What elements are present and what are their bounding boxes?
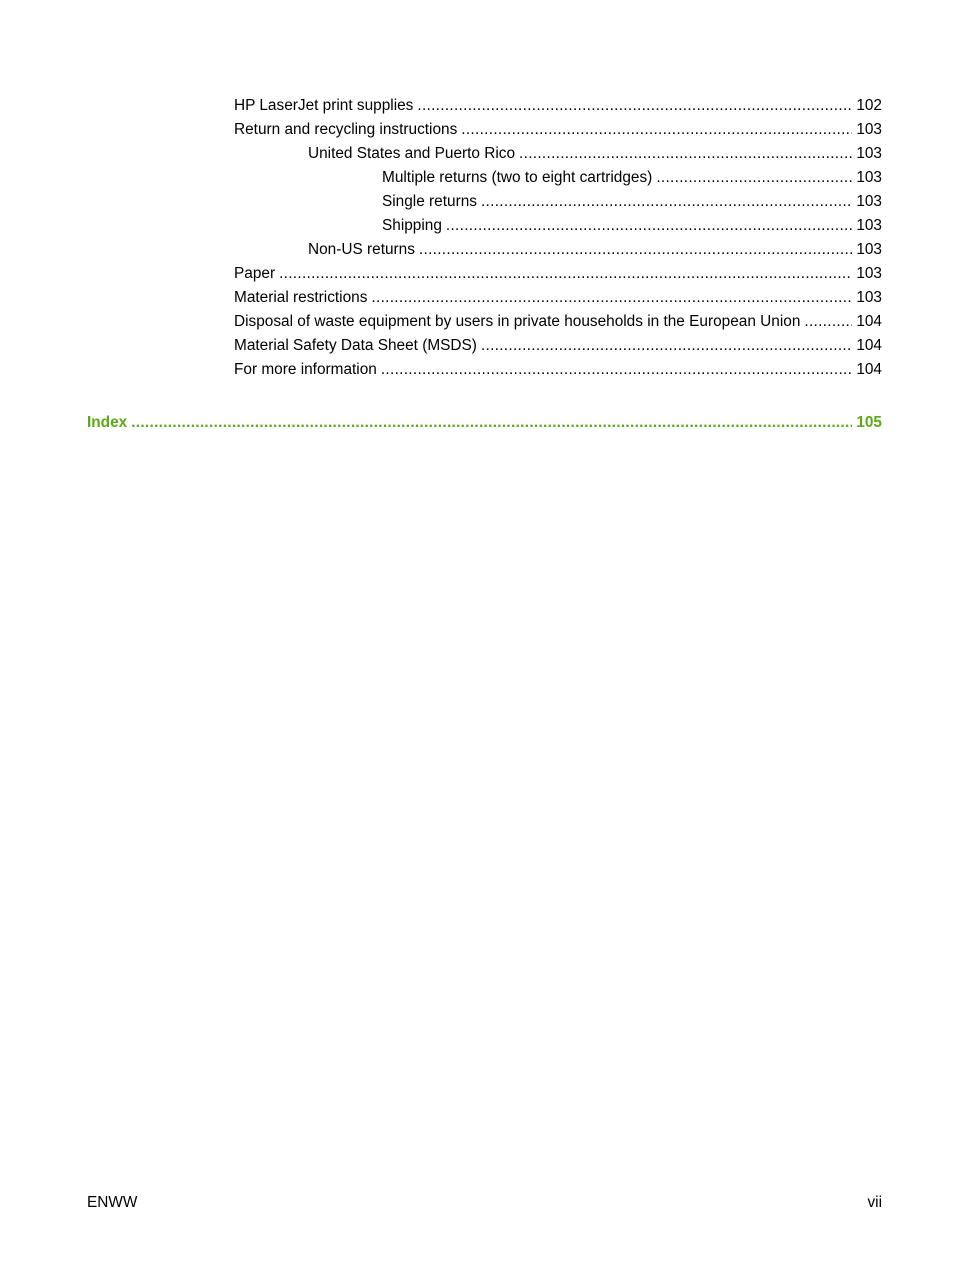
toc-entry-page: 103 [856,121,882,138]
dot-leader [131,412,852,434]
toc-entry-page: 103 [856,289,882,306]
toc-entry-multiple-returns[interactable] [382,167,882,189]
dot-leader [417,95,852,117]
dot-leader [461,119,852,141]
toc-entry-paper[interactable] [234,263,882,285]
toc-entry-label: Non-US returns [308,241,415,258]
dot-leader [371,287,852,309]
footer-left-label: ENWW [87,1194,138,1211]
toc-entry-page: 105 [856,414,882,431]
dot-leader [381,359,852,381]
toc-entry-label: Material restrictions [234,289,368,306]
toc-entry-page: 103 [856,193,882,210]
dot-leader [419,239,852,261]
toc-entry-page: 102 [856,97,882,114]
dot-leader [481,191,852,213]
toc-entry-single-returns[interactable] [382,191,882,213]
toc-entry-non-us-returns[interactable] [308,239,882,261]
dot-leader [446,215,852,237]
toc-entry-label: United States and Puerto Rico [308,145,516,162]
toc-entry-for-more-information[interactable] [234,359,882,381]
footer-page-number: vii [867,1194,882,1211]
toc-entry-page: 103 [856,145,882,162]
dot-leader [481,335,852,357]
toc-entry-material-restrictions[interactable] [234,287,882,309]
toc-entry-page: 103 [856,265,882,282]
toc-entry-disposal-of-waste-equipment[interactable] [234,311,882,333]
toc-entry-label: Return and recycling instructions [234,121,458,138]
toc-entry-label: Shipping [382,217,442,234]
toc-entry-label: Single returns [382,193,477,210]
toc-entry-page: 103 [856,241,882,258]
toc-entry-index[interactable] [87,412,882,434]
toc-entry-label: For more information [234,361,377,378]
toc-entry-hp-laserjet-print-supplies[interactable] [234,95,882,117]
toc-entry-msds[interactable] [234,335,882,357]
toc-entry-us-and-puerto-rico[interactable] [308,143,882,165]
toc-entry-page: 104 [856,337,882,354]
toc-entry-label: HP LaserJet print supplies [234,97,414,114]
toc-entry-label: Material Safety Data Sheet (MSDS) [234,337,477,354]
toc-entry-shipping[interactable] [382,215,882,237]
toc-entry-page: 103 [856,169,882,186]
toc-entry-label: Paper [234,265,276,282]
toc-entry-label: Disposal of waste equipment by users in private households in the European Union [234,313,801,330]
toc-entry-return-and-recycling[interactable] [234,119,882,141]
toc-entry-page: 104 [856,361,882,378]
dot-leader [656,167,852,189]
dot-leader [804,311,852,333]
toc-entry-label: Multiple returns (two to eight cartridges) [382,169,653,186]
toc-entry-page: 103 [856,217,882,234]
toc-entry-page: 104 [856,313,882,330]
toc-entry-label: Index [87,414,128,431]
dot-leader [279,263,852,285]
dot-leader [519,143,852,165]
